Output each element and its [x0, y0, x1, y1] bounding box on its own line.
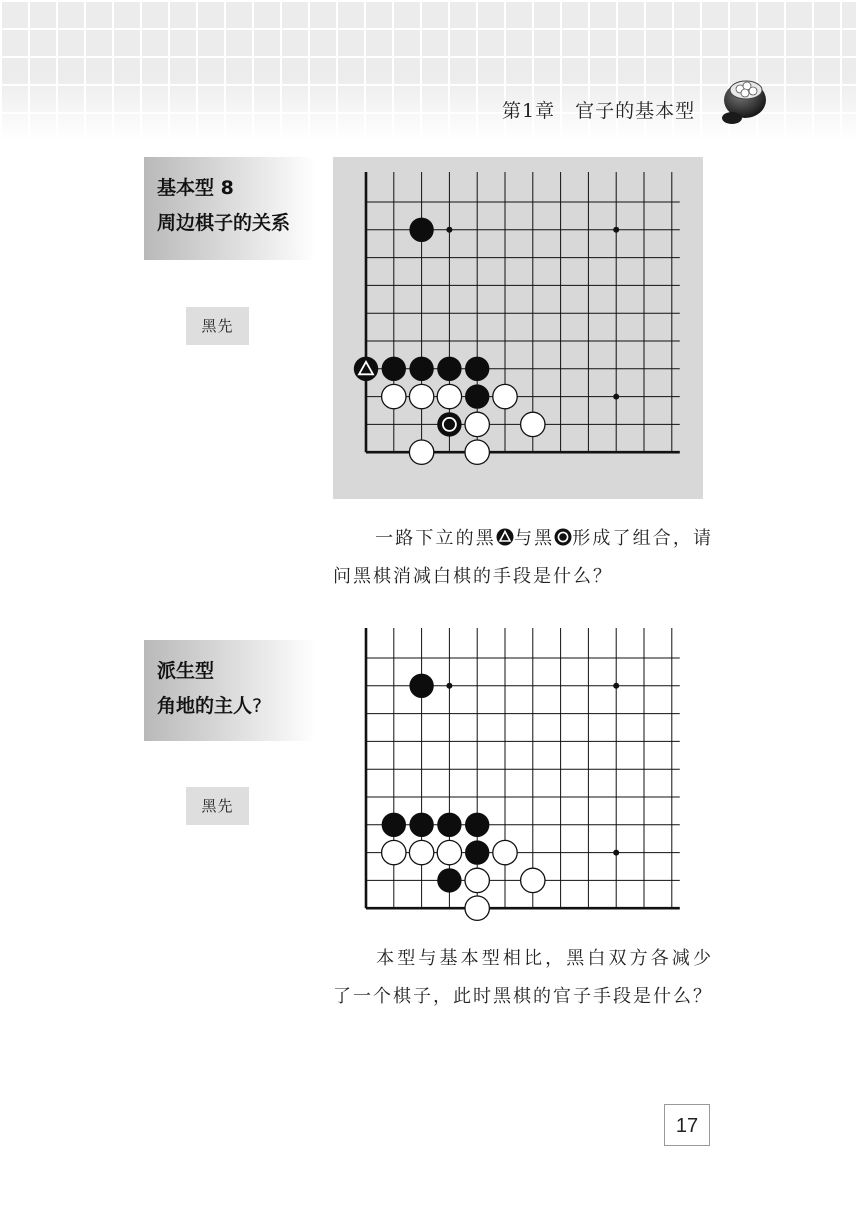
section2-title — [144, 640, 316, 741]
black-stone — [437, 868, 461, 892]
star-point — [446, 683, 452, 689]
section1-title — [144, 157, 316, 260]
chapter-title: 第1章 官子的基本型 — [502, 100, 696, 122]
white-stone — [409, 384, 433, 408]
section2-black-first-badge: 黑先 — [186, 787, 249, 825]
black-stone — [465, 384, 489, 408]
section2-text: 本型与基本型相比，黑白双方各减少了一个棋子，此时黑棋的官子手段是什么？ — [333, 948, 713, 1007]
star-point — [613, 683, 619, 689]
white-stone — [493, 384, 517, 408]
black-triangle-stone-icon — [496, 528, 514, 546]
black-stone — [409, 813, 433, 837]
white-stone — [437, 384, 461, 408]
white-stone — [521, 868, 545, 892]
page-number: 17 — [664, 1104, 710, 1146]
white-stone — [465, 868, 489, 892]
black-stone — [437, 412, 461, 436]
section2-title-line2: 角地的主人 — [157, 695, 253, 717]
section2-title-qmark: ? — [252, 695, 263, 717]
black-circle-stone-icon — [554, 528, 572, 546]
black-stone — [465, 357, 489, 381]
black-stone — [409, 218, 433, 242]
white-stone — [493, 840, 517, 864]
section1-text-part2: 与黑 — [513, 528, 555, 549]
section1-question — [333, 520, 713, 596]
go-board-2 — [350, 628, 690, 928]
black-stone — [437, 813, 461, 837]
star-point — [446, 227, 452, 233]
white-stone — [521, 412, 545, 436]
white-stone — [382, 384, 406, 408]
section1-black-first-badge: 黑先 — [186, 307, 249, 345]
section1-text-part3: 形成了组合，请问黑棋消减白棋的手段是什么？ — [333, 528, 714, 587]
section1-text-part1: 一路下立的黑 — [375, 528, 496, 549]
black-stone — [382, 813, 406, 837]
white-stone — [465, 412, 489, 436]
white-stone — [409, 440, 433, 464]
black-stone — [437, 357, 461, 381]
black-stone — [382, 357, 406, 381]
white-stone — [465, 896, 489, 920]
black-stone — [409, 357, 433, 381]
section2-title-line1: 派生型 — [157, 660, 215, 682]
go-stone-bowl-icon — [718, 74, 768, 126]
white-stone — [465, 440, 489, 464]
section2-question — [333, 940, 713, 1016]
star-point — [613, 394, 619, 400]
black-stone — [409, 674, 433, 698]
white-stone — [382, 840, 406, 864]
section1-title-line1: 基本型 8 — [157, 177, 234, 199]
white-stone — [437, 840, 461, 864]
black-stone — [465, 840, 489, 864]
black-stone — [465, 813, 489, 837]
go-board-1 — [350, 172, 690, 472]
star-point — [613, 227, 619, 233]
page-header — [0, 0, 856, 140]
white-stone — [409, 840, 433, 864]
section1-title-line2: 周边棋子的关系 — [157, 212, 291, 234]
star-point — [613, 850, 619, 856]
